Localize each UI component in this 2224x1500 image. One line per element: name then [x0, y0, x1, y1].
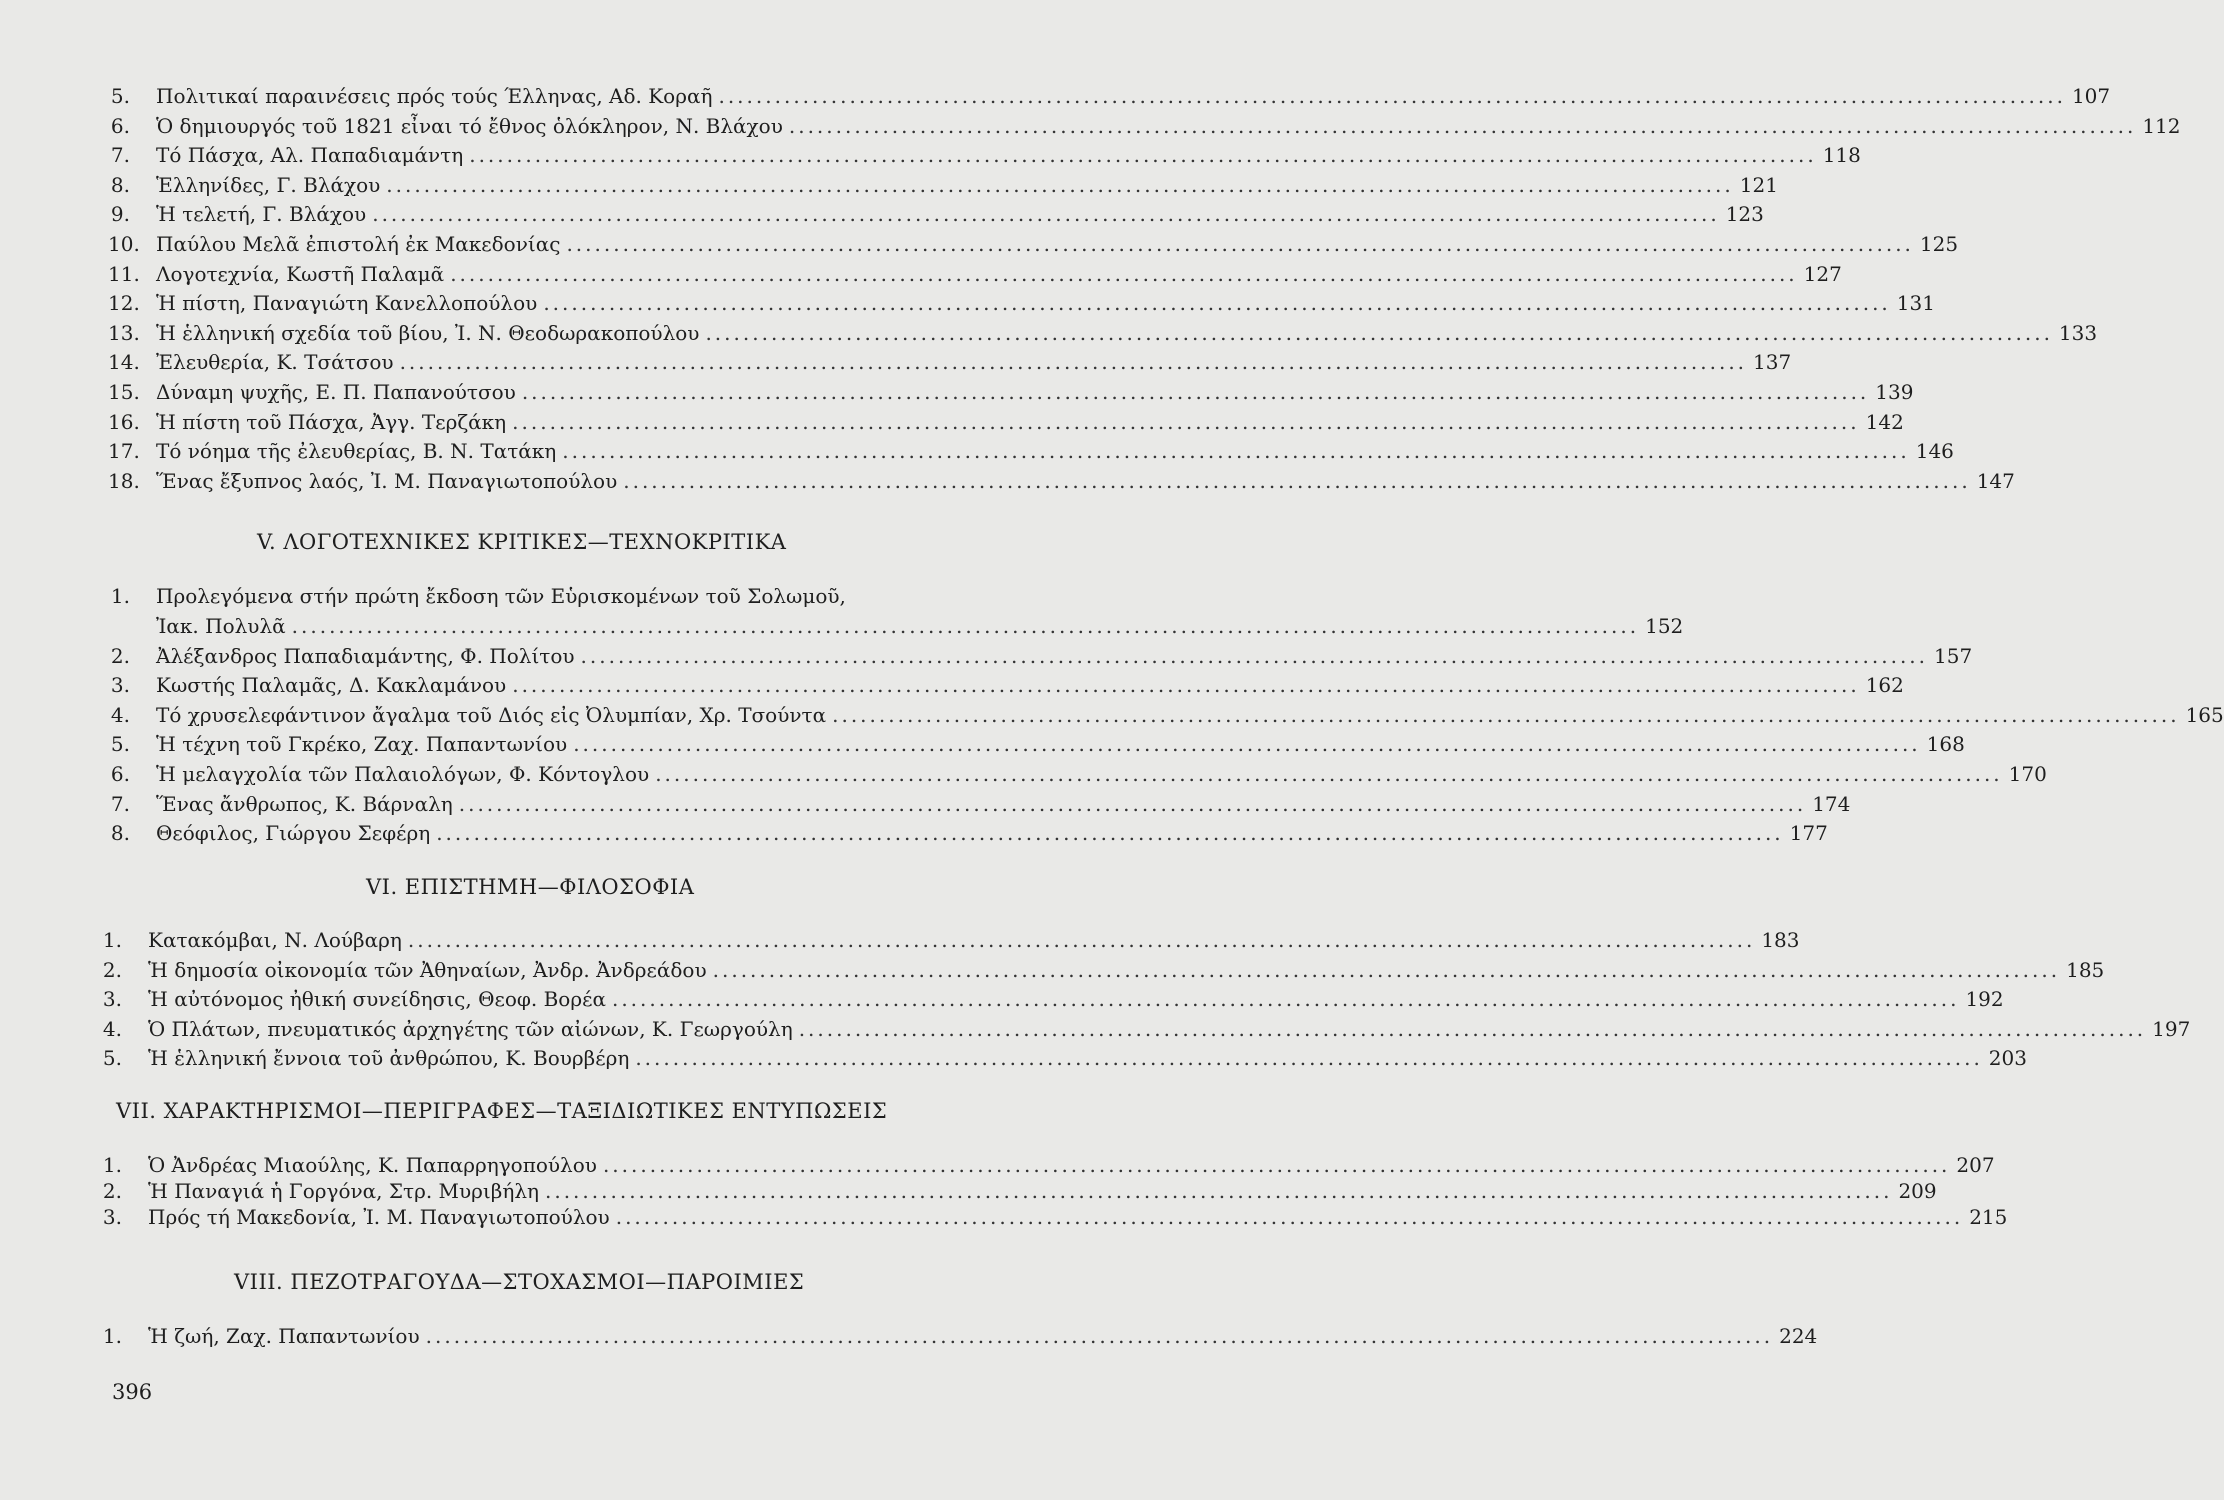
entry-title: Ἡ τελετή, Γ. Βλάχου	[156, 202, 367, 227]
toc-entry	[108, 167, 1778, 197]
entry-page-number: 123	[1725, 202, 1764, 227]
entry-number: 1.	[102, 928, 122, 952]
toc-entry	[94, 952, 2105, 982]
entry-page-number: 168	[1926, 732, 1965, 757]
toc-entry	[108, 756, 2047, 786]
entry-title: Κωστής Παλαμᾶς, Δ. Κακλαμάνου	[156, 673, 507, 698]
entry-number: 18.	[108, 468, 140, 493]
entry-title: Ἡ ζωή, Ζαχ. Παπαντωνίου	[148, 1324, 420, 1348]
toc-entry	[94, 1318, 1818, 1348]
dot-leader	[705, 321, 2052, 345]
entry-page-number: 203	[1988, 1046, 2027, 1070]
dot-leader	[436, 821, 1783, 845]
entry-number: 5.	[102, 1046, 122, 1070]
entry-title: Ἡ ἑλληνική ἔννοια τοῦ ἀνθρώπου, Κ. Βουρβέρη	[148, 1046, 630, 1070]
entry-number: 12.	[108, 291, 140, 316]
entry-title: Ἑλληνίδες, Γ. Βλάχου	[156, 172, 381, 197]
dot-leader	[623, 469, 1970, 493]
toc-entry	[108, 815, 1828, 846]
entry-number: 6.	[110, 113, 130, 138]
dot-leader	[512, 673, 1859, 697]
entry-number: 4.	[102, 1016, 122, 1041]
entry-page-number: 133	[2058, 320, 2098, 345]
dot-leader	[713, 958, 2060, 982]
entry-number: 1.	[102, 1324, 122, 1348]
entry-number: 3.	[110, 673, 130, 698]
entry-page-number: 174	[1812, 791, 1851, 816]
entry-number: 9.	[110, 202, 130, 227]
entry-title: Ἐλευθερία, Κ. Τσάτσου	[156, 350, 394, 375]
toc-entry	[94, 981, 2004, 1011]
entry-page-number: 215	[1969, 1205, 2008, 1229]
entry-title: Ὁ Ἀνδρέας Μιαούλης, Κ. Παπαρρηγοπούλου	[148, 1153, 597, 1177]
entry-page-number: 127	[1803, 261, 1842, 286]
dot-leader	[543, 291, 1890, 315]
entry-page-number: 107	[2071, 84, 2111, 108]
entry-page-number: 197	[2152, 1016, 2191, 1041]
entry-page-number: 118	[1822, 143, 1861, 168]
entry-number: 1.	[110, 584, 130, 608]
toc-entry	[108, 404, 1904, 434]
dot-leader	[635, 1046, 1982, 1070]
entry-title: Τό χρυσελεφάντινον ἄγαλμα τοῦ Διός εἰς Ὀλυμπίαν, Χρ. Τσούντα	[156, 702, 827, 727]
entry-page-number: 131	[1896, 291, 1935, 316]
dot-leader	[408, 928, 1755, 952]
dot-leader	[832, 703, 2179, 727]
entry-number: 5.	[110, 84, 130, 108]
section-heading: V. ΛΟΓΟΤΕΧΝΙΚΕΣ ΚΡΙΤΙΚΕΣ—ΤΕΧΝΟΚΡΙΤΙΚΑ	[257, 530, 787, 554]
dot-leader	[459, 792, 1806, 816]
page-number: 396	[112, 1380, 153, 1404]
toc-entry	[108, 697, 2224, 727]
entry-title: Παύλου Μελᾶ ἐπιστολή ἐκ Μακεδονίας	[156, 232, 561, 256]
entry-title-continuation: Ἰακ. Πολυλᾶ	[156, 614, 286, 638]
entry-page-number: 137	[1753, 350, 1792, 375]
entry-page-number: 121	[1739, 172, 1778, 197]
entry-page-number: 142	[1865, 409, 1904, 434]
toc-entry	[108, 667, 1904, 698]
toc-entry	[94, 1040, 2027, 1070]
entry-page-number: 157	[1934, 643, 1973, 668]
entry-title: Ἡ Παναγιά ἡ Γοργόνα, Στρ. Μυριβήλη	[148, 1179, 539, 1203]
entry-number: 5.	[110, 732, 130, 757]
toc-entry	[108, 463, 2015, 493]
entry-number: 17.	[108, 439, 140, 464]
entry-number: 10.	[108, 232, 140, 256]
entry-title: Ἡ πίστη τοῦ Πάσχα, Ἀγγ. Τερζάκη	[156, 409, 507, 434]
entry-title: Τό Πάσχα, Αλ. Παπαδιαμάντη	[156, 143, 464, 168]
entry-page-number: 183	[1761, 928, 1800, 952]
entry-title: Ἡ τέχνη τοῦ Γκρέκο, Ζαχ. Παπαντωνίου	[156, 732, 568, 757]
entry-title: Ἡ αὐτόνομος ἠθική συνείδησις, Θεοφ. Βορέα	[148, 987, 606, 1011]
dot-leader	[581, 644, 1928, 668]
entry-title: Ἀλέξανδρος Παπαδιαμάντης, Φ. Πολίτου	[156, 643, 575, 668]
dot-leader	[512, 410, 1859, 434]
toc-entry	[108, 285, 1935, 316]
entry-title: Προλεγόμενα στήν πρώτη ἔκδοση τῶν Εὑρισκομένων τοῦ Σολωμοῦ,	[156, 584, 846, 608]
toc-entry	[108, 78, 2111, 108]
section-heading: VI. ΕΠΙΣΤΗΜΗ—ΦΙΛΟΣΟΦΙΑ	[366, 875, 695, 899]
dot-leader	[450, 262, 1797, 286]
entry-number: 2.	[110, 643, 130, 668]
toc-entry	[108, 433, 1954, 464]
dot-leader	[386, 173, 1733, 197]
toc-entry	[108, 315, 2098, 345]
entry-title: Ἡ μελαγχολία τῶν Παλαιολόγων, Φ. Κόντογλου	[156, 762, 650, 786]
entry-title: Κατακόμβαι, Ν. Λούβαρη	[148, 928, 402, 952]
entry-page-number: 209	[1898, 1179, 1937, 1203]
toc-entry-continuation	[156, 608, 1684, 638]
entry-number: 3.	[102, 1205, 122, 1229]
dot-leader	[400, 350, 1747, 374]
dot-leader	[522, 380, 1869, 404]
entry-title: Θεόφιλος, Γιώργου Σεφέρη	[156, 821, 431, 846]
entry-number: 13.	[108, 320, 140, 345]
entry-number: 7.	[110, 143, 130, 168]
toc-entry	[108, 638, 1973, 668]
dot-leader	[655, 762, 2002, 786]
entry-number: 2.	[102, 1179, 122, 1203]
entry-number: 11.	[108, 261, 140, 286]
entry-title: Πρός τή Μακεδονία, Ἰ. Μ. Παναγιωτοπούλου	[148, 1205, 610, 1229]
dot-leader	[426, 1324, 1773, 1348]
dot-leader	[469, 143, 1816, 167]
entry-title: Ὁ Πλάτων, πνευματικός ἀρχηγέτης τῶν αἰώνων, Κ. Γεωργούλη	[148, 1016, 793, 1041]
entry-page-number: 170	[2008, 762, 2047, 786]
entry-number: 3.	[102, 987, 122, 1011]
toc-entry	[108, 726, 1965, 757]
toc-entry	[94, 1199, 2008, 1229]
toc-entry	[108, 256, 1842, 286]
toc-entry	[108, 374, 1914, 404]
toc-entry	[108, 226, 1959, 256]
section-heading: VIII. ΠΕΖΟΤΡΑΓΟΥΔΑ—ΣΤΟΧΑΣΜΟΙ—ΠΑΡΟΙΜΙΕΣ	[234, 1270, 805, 1294]
entry-title: Δύναμη ψυχῆς, Ε. Π. Παπανούτσου	[156, 380, 516, 404]
entry-number: 2.	[102, 957, 122, 982]
toc-entry	[94, 922, 1800, 952]
entry-number: 16.	[108, 409, 140, 434]
entry-title: Ἡ ἑλληνική σχεδία τοῦ βίου, Ἰ. Ν. Θεοδωρακοπούλου	[156, 320, 700, 345]
entry-page-number: 207	[1956, 1153, 1995, 1177]
entry-page-number: 152	[1645, 614, 1684, 638]
toc-entry	[108, 344, 1792, 375]
section-heading: VII. ΧΑΡΑΚΤΗΡΙΣΜΟΙ—ΠΕΡΙΓΡΑΦΕΣ—ΤΑΞΙΔΙΩΤΙΚΕΣ ΕΝΤΥΠΩΣΕΙΣ	[116, 1099, 888, 1123]
dot-leader	[616, 1205, 1963, 1229]
dot-leader	[562, 439, 1909, 463]
entry-page-number: 165	[2185, 702, 2224, 727]
entry-title: Πολιτικαί παραινέσεις πρός τούς Έλληνας, Αδ. Κοραῆ	[156, 84, 713, 108]
entry-number: 8.	[110, 172, 130, 197]
toc-entry	[108, 578, 970, 608]
entry-title: Ὁ δημιουργός τοῦ 1821 εἶναι τό ἔθνος ὁλόκληρον, Ν. Βλάχου	[156, 113, 783, 138]
entry-title: Ἡ πίστη, Παναγιώτη Κανελλοπούλου	[156, 291, 538, 316]
entry-page-number: 139	[1875, 380, 1914, 404]
dot-leader	[612, 987, 1959, 1011]
toc-entry	[108, 108, 2181, 138]
dot-leader	[566, 232, 1913, 256]
entry-page-number: 125	[1919, 232, 1959, 256]
entry-page-number: 146	[1915, 439, 1954, 464]
entry-title: Λογοτεχνία, Κωστῆ Παλαμᾶ	[156, 261, 445, 286]
entry-number: 4.	[110, 702, 130, 727]
entry-page-number: 112	[2142, 113, 2181, 138]
dot-leader	[789, 114, 2136, 138]
entry-title: Ἕνας ἔξυπνος λαός, Ἰ. Μ. Παναγιωτοπούλου	[156, 468, 618, 493]
entry-number: 14.	[108, 350, 140, 375]
entry-number: 1.	[102, 1153, 122, 1177]
entry-title: Ἕνας ἄνθρωπος, Κ. Βάρναλη	[156, 791, 453, 816]
dot-leader	[799, 1017, 2146, 1041]
entry-page-number: 185	[2066, 957, 2105, 982]
toc-entry	[108, 196, 1764, 227]
dot-leader	[372, 202, 1719, 226]
entry-number: 6.	[110, 762, 130, 786]
entry-number: 8.	[110, 821, 130, 846]
entry-page-number: 162	[1865, 673, 1904, 698]
entry-page-number: 147	[1976, 468, 2015, 493]
entry-title: Τό νόημα τῆς ἐλευθερίας, Β. Ν. Τατάκη	[156, 439, 557, 464]
toc-entry	[108, 786, 1851, 816]
toc-entry	[108, 137, 1861, 168]
entry-number: 15.	[108, 380, 140, 404]
entry-page-number: 177	[1789, 821, 1828, 846]
dot-leader	[718, 84, 2065, 108]
entry-number: 7.	[110, 791, 130, 816]
dot-leader	[292, 614, 1639, 638]
dot-leader	[573, 732, 1920, 756]
entry-page-number: 224	[1779, 1324, 1818, 1348]
toc-entry	[94, 1011, 2191, 1041]
entry-title: Ἡ δημοσία οἰκονομία τῶν Ἀθηναίων, Ἀνδρ. Ἀνδρεάδου	[148, 957, 707, 982]
entry-page-number: 192	[1965, 987, 2004, 1011]
